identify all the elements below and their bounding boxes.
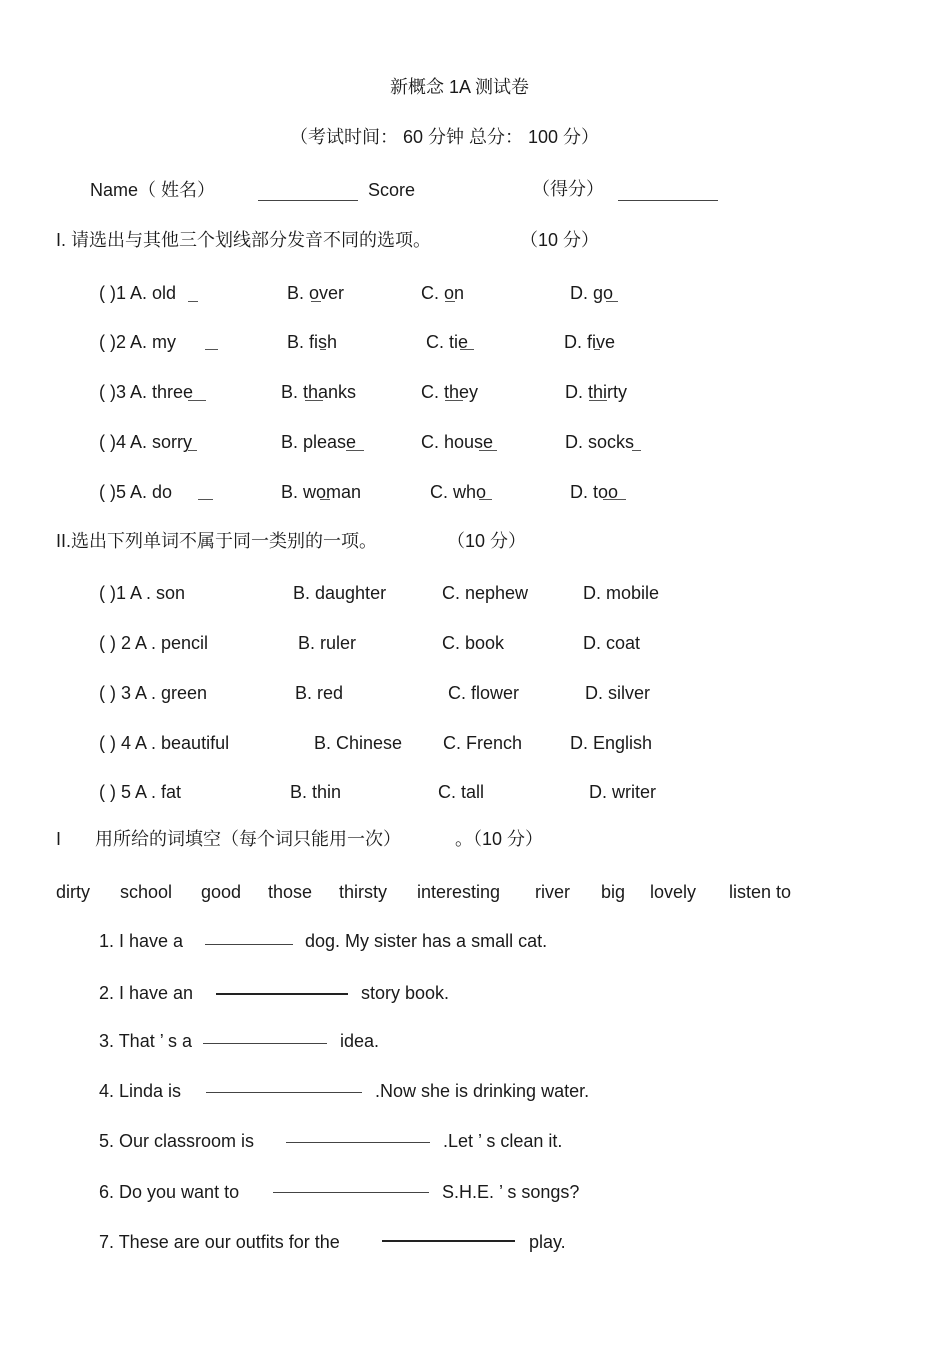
s2-q5-d: D. writer (589, 782, 656, 802)
s1-q1-c: C. on (421, 283, 465, 303)
fill-blank-6[interactable] (273, 1192, 429, 1193)
score-label: Score (368, 180, 416, 200)
underline-mark (188, 400, 206, 401)
sentence-6-before: 6. Do you want to (99, 1182, 240, 1202)
underline-mark (445, 400, 463, 401)
sentence-4-after: .Now she is drinking water. (375, 1081, 590, 1101)
underline-mark (311, 301, 321, 302)
section1-points: （10 分） (520, 230, 600, 250)
sentence-4-before: 4. Linda is (99, 1081, 182, 1101)
underline-mark (188, 450, 197, 451)
word-bank-item: thirsty (339, 882, 388, 902)
s1-q1-b: B. over (287, 283, 345, 303)
sentence-3-before: 3. That ’ s a (99, 1031, 193, 1051)
name-label: Name（ 姓名） (90, 180, 216, 200)
section1-heading: I. 请选出与其他三个划线部分发音不同的选项。 (56, 230, 432, 250)
sentence-7-after: play. (529, 1232, 566, 1252)
underline-mark (320, 349, 326, 350)
s1-q1-d: D. go (570, 283, 614, 303)
score-cn-label: （得分） (532, 179, 604, 199)
s2-q4-a: ( ) 4 A . beautiful (99, 733, 230, 753)
s1-q2-d: D. five (564, 332, 616, 352)
s1-q4-d: D. socks (565, 432, 635, 452)
s2-q5-a: ( ) 5 A . fat (99, 782, 182, 802)
section3-heading: 用所给的词填空（每个词只能用一次） (95, 829, 401, 849)
underline-mark (320, 499, 330, 500)
underline-mark (198, 499, 213, 500)
s1-q2-b: B. fish (287, 332, 338, 352)
s2-q3-c: C. flower (448, 683, 520, 703)
s1-q2-c: C. tie (426, 332, 469, 352)
fill-blank-7[interactable] (382, 1240, 515, 1242)
s2-q4-d: D. English (570, 733, 653, 753)
word-bank-item: big (601, 882, 626, 902)
s1-q3-a: ( )3 A. three (99, 382, 194, 402)
underline-mark (603, 499, 626, 500)
word-bank-item: listen to (729, 882, 792, 902)
word-bank-item: school (120, 882, 173, 902)
underline-mark (479, 450, 497, 451)
word-bank-item: interesting (417, 882, 501, 902)
s1-q4-c: C. house (421, 432, 494, 452)
section2-heading: II.选出下列单词不属于同一类别的一项。 (56, 531, 378, 551)
s1-q3-d: D. thirty (565, 382, 628, 402)
underline-mark (445, 301, 455, 302)
s2-q2-c: C. book (442, 633, 505, 653)
underline-mark (589, 400, 607, 401)
s1-q4-b: B. please (281, 432, 357, 452)
s2-q1-c: C. nephew (442, 583, 529, 603)
sentence-3-after: idea. (340, 1031, 380, 1051)
sentence-6-after: S.H.E. ’ s songs? (442, 1182, 580, 1202)
s2-q1-b: B. daughter (293, 583, 387, 603)
underline-mark (188, 301, 198, 302)
word-bank-item: river (535, 882, 570, 902)
word-bank-item: those (268, 882, 313, 902)
word-bank-item: dirty (56, 882, 91, 902)
underline-mark (479, 499, 492, 500)
underline-mark (632, 450, 641, 451)
score-blank[interactable] (618, 200, 718, 201)
s1-q5-d: D. too (570, 482, 619, 502)
sentence-7-before: 7. These are our outfits for the (99, 1232, 340, 1252)
sentence-5-before: 5. Our classroom is (99, 1131, 255, 1151)
word-bank-item: lovely (650, 882, 697, 902)
underline-mark (460, 349, 474, 350)
underline-mark (606, 301, 618, 302)
fill-blank-1[interactable] (205, 944, 293, 945)
s2-q2-d: D. coat (583, 633, 641, 653)
fill-blank-3[interactable] (203, 1043, 327, 1044)
s2-q5-c: C. tall (438, 782, 485, 802)
s2-q3-b: B. red (295, 683, 344, 703)
section3-roman: I (56, 829, 62, 849)
section3-points: 。（10 分） (455, 829, 544, 849)
word-bank-item: good (201, 882, 242, 902)
s2-q2-b: B. ruler (298, 633, 357, 653)
s1-q3-c: C. they (421, 382, 479, 402)
underline-mark (346, 450, 364, 451)
underline-mark (205, 349, 218, 350)
s2-q4-c: C. French (443, 733, 523, 753)
s2-q4-b: B. Chinese (314, 733, 403, 753)
fill-blank-4[interactable] (206, 1092, 362, 1093)
s2-q3-a: ( ) 3 A . green (99, 683, 208, 703)
section2-points: （10 分） (447, 531, 527, 551)
sentence-1-after: dog. My sister has a small cat. (305, 931, 548, 951)
s2-q1-d: D. mobile (583, 583, 660, 603)
s1-q5-a: ( )5 A. do (99, 482, 173, 502)
fill-blank-2[interactable] (216, 993, 348, 995)
sentence-2-before: 2. I have an (99, 983, 194, 1003)
s1-q5-b: B. woman (281, 482, 362, 502)
s1-q4-a: ( )4 A. sorry (99, 432, 193, 452)
s1-q2-a: ( )2 A. my (99, 332, 177, 352)
sentence-1-before: 1. I have a (99, 931, 184, 951)
underline-mark (305, 400, 323, 401)
fill-blank-5[interactable] (286, 1142, 430, 1143)
s1-q1-a: ( )1 A. old (99, 283, 177, 303)
exam-info: （考试时间： 60 分钟 总分： 100 分） (290, 127, 600, 147)
name-blank[interactable] (258, 200, 358, 201)
s2-q1-a: ( )1 A . son (99, 583, 186, 603)
sentence-2-after: story book. (361, 983, 450, 1003)
underline-mark (594, 349, 600, 350)
s2-q3-d: D. silver (585, 683, 651, 703)
s1-q3-b: B. thanks (281, 382, 357, 402)
s2-q2-a: ( ) 2 A . pencil (99, 633, 209, 653)
s2-q5-b: B. thin (290, 782, 342, 802)
sentence-5-after: .Let ’ s clean it. (443, 1131, 563, 1151)
page-title: 新概念 1A 测试卷 (390, 77, 530, 97)
s1-q5-c: C. who (430, 482, 487, 502)
